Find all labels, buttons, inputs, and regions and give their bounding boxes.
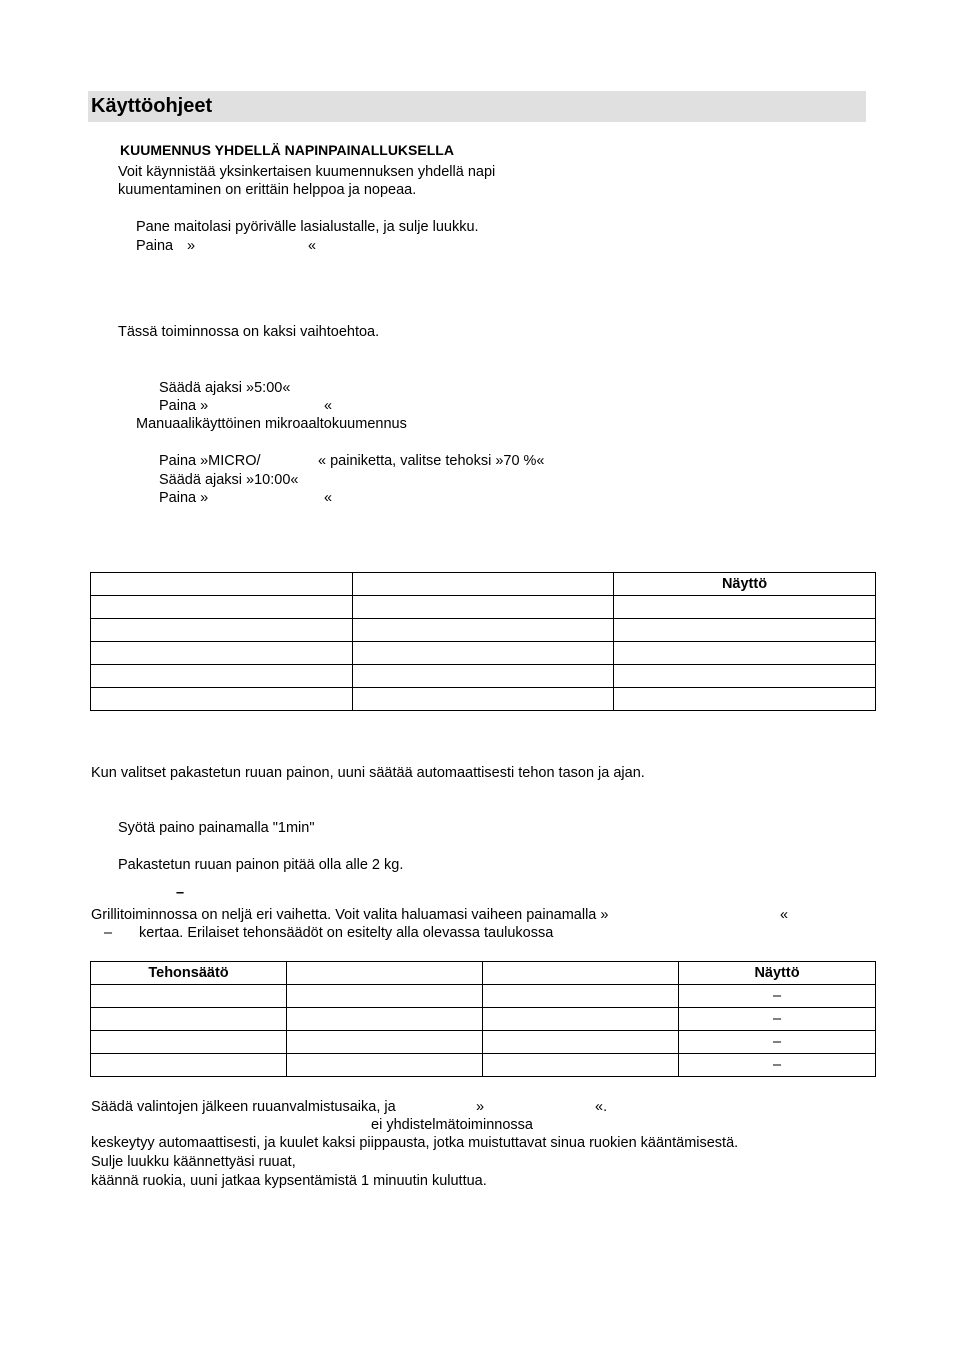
table-row	[91, 1008, 876, 1031]
table-row	[91, 642, 876, 665]
table-cell	[353, 688, 614, 711]
grill-paragraph-line2: kertaa. Erilaiset tehonsäädöt on esitelty alla olevassa taulukossa	[139, 925, 554, 941]
table-cell	[353, 665, 614, 688]
cooking-time-quote-open: »	[476, 1099, 485, 1115]
intro-line-1: Voit käynnistää yksinkertaisen kuumennuksen yhdellä napi	[118, 164, 496, 180]
table-cell	[483, 985, 679, 1008]
table-cell	[287, 1054, 483, 1077]
table-cell	[353, 619, 614, 642]
table-one-touch	[90, 572, 876, 711]
table-row	[91, 596, 876, 619]
table-header-cell	[483, 962, 679, 985]
defrost-note: Pakastetun ruuan painon pitää olla alle 2 kg.	[118, 857, 404, 873]
table-cell	[91, 596, 353, 619]
table-cell	[614, 596, 876, 619]
table-cell	[614, 619, 876, 642]
table-row	[91, 985, 876, 1008]
table-header-cell	[287, 962, 483, 985]
table-header-cell-display: Näyttö	[614, 573, 876, 596]
table-cell	[91, 1054, 287, 1077]
table-row	[91, 619, 876, 642]
page-title: Käyttöohjeet	[91, 95, 213, 117]
section-heading-one-touch-heating: KUUMENNUS YHDELLÄ NAPINPAINALLUKSELLA	[120, 142, 454, 158]
cooking-time-quote-close: «.	[595, 1099, 608, 1115]
table-row	[91, 1054, 876, 1077]
table-cell	[353, 596, 614, 619]
table-cell	[91, 642, 353, 665]
table-header-cell-display: Näyttö	[679, 962, 876, 985]
cooking-time-line1: Säädä valintojen jälkeen ruuanvalmistusaika, ja	[91, 1099, 396, 1115]
table-cell	[287, 1008, 483, 1031]
table-header-cell	[353, 573, 614, 596]
defrost-intro: Kun valitset pakastetun ruuan painon, uuni säätää automaattisesti tehon tason ja ajan.	[91, 765, 645, 781]
table-cell	[91, 1031, 287, 1054]
step-press-quote-open: »	[187, 238, 196, 254]
table-cell	[353, 642, 614, 665]
table-grill-power	[90, 961, 876, 1077]
options-text: Tässä toiminnossa on kaksi vaihtoehtoa.	[118, 324, 380, 340]
table-cell	[483, 1054, 679, 1077]
grill-paragraph-line1: Grillitoiminnossa on neljä eri vaihetta. Voit valita haluamasi vaiheen painamalla »	[91, 907, 609, 923]
intro-line-2: kuumentaminen on erittäin helppoa ja nopeaa.	[118, 182, 417, 198]
defrost-step-weight: Syötä paino painamalla "1min"	[118, 820, 315, 836]
page-title-bar	[88, 91, 866, 122]
manual-heating-heading: Manuaalikäyttöinen mikroaaltokuumennus	[136, 416, 407, 432]
option2-press-label: Paina »	[159, 490, 209, 506]
table-cell	[614, 688, 876, 711]
option2-press-quote-close: «	[324, 490, 333, 506]
option2-select-power: « painiketta, valitse tehoksi »70 %«	[318, 453, 545, 469]
table-cell	[91, 619, 353, 642]
table-cell: –	[679, 1031, 876, 1054]
table-cell	[91, 1008, 287, 1031]
option1-press-label: Paina »	[159, 398, 209, 414]
table-header-cell	[91, 573, 353, 596]
option2-press-micro: Paina »MICRO/	[159, 453, 261, 469]
step-place-glass: Pane maitolasi pyörivälle lasialustalle, ja sulje luukku.	[136, 219, 479, 235]
table-cell	[91, 985, 287, 1008]
table-cell	[91, 688, 353, 711]
table-row	[91, 1031, 876, 1054]
table-row	[91, 688, 876, 711]
table-cell	[287, 1031, 483, 1054]
grill-paragraph-dash: –	[104, 925, 113, 941]
step-press-quote-close: «	[308, 238, 317, 254]
table-header-row	[91, 962, 876, 985]
grill-paragraph-quote-close: «	[780, 907, 789, 923]
option1-press-quote-close: «	[324, 398, 333, 414]
grill-heading-dash: –	[176, 885, 185, 901]
table-cell	[614, 642, 876, 665]
table-header-cell-power-setting: Tehonsäätö	[91, 962, 287, 985]
table-cell: –	[679, 1054, 876, 1077]
table-cell	[483, 1008, 679, 1031]
combination-note: ei yhdistelmätoiminnossa	[371, 1117, 533, 1133]
table-cell: –	[679, 1008, 876, 1031]
table-cell	[287, 985, 483, 1008]
turn-food-note: käännä ruokia, uuni jatkaa kypsentämistä 1 minuutin kuluttua.	[91, 1173, 487, 1189]
close-door-note: Sulje luukku käännettyäsi ruuat,	[91, 1154, 296, 1170]
table-row	[91, 665, 876, 688]
option1-set-time: Säädä ajaksi »5:00«	[159, 380, 291, 396]
option2-set-time: Säädä ajaksi »10:00«	[159, 472, 299, 488]
table-cell: –	[679, 985, 876, 1008]
interrupt-note: keskeytyy automaattisesti, ja kuulet kaksi piippausta, jotka muistuttavat sinua ruokien kääntämisestä.	[91, 1135, 739, 1151]
table-cell	[91, 665, 353, 688]
table-header-row	[91, 573, 876, 596]
step-press-label: Paina	[136, 238, 174, 254]
table-cell	[483, 1031, 679, 1054]
table-cell	[614, 665, 876, 688]
